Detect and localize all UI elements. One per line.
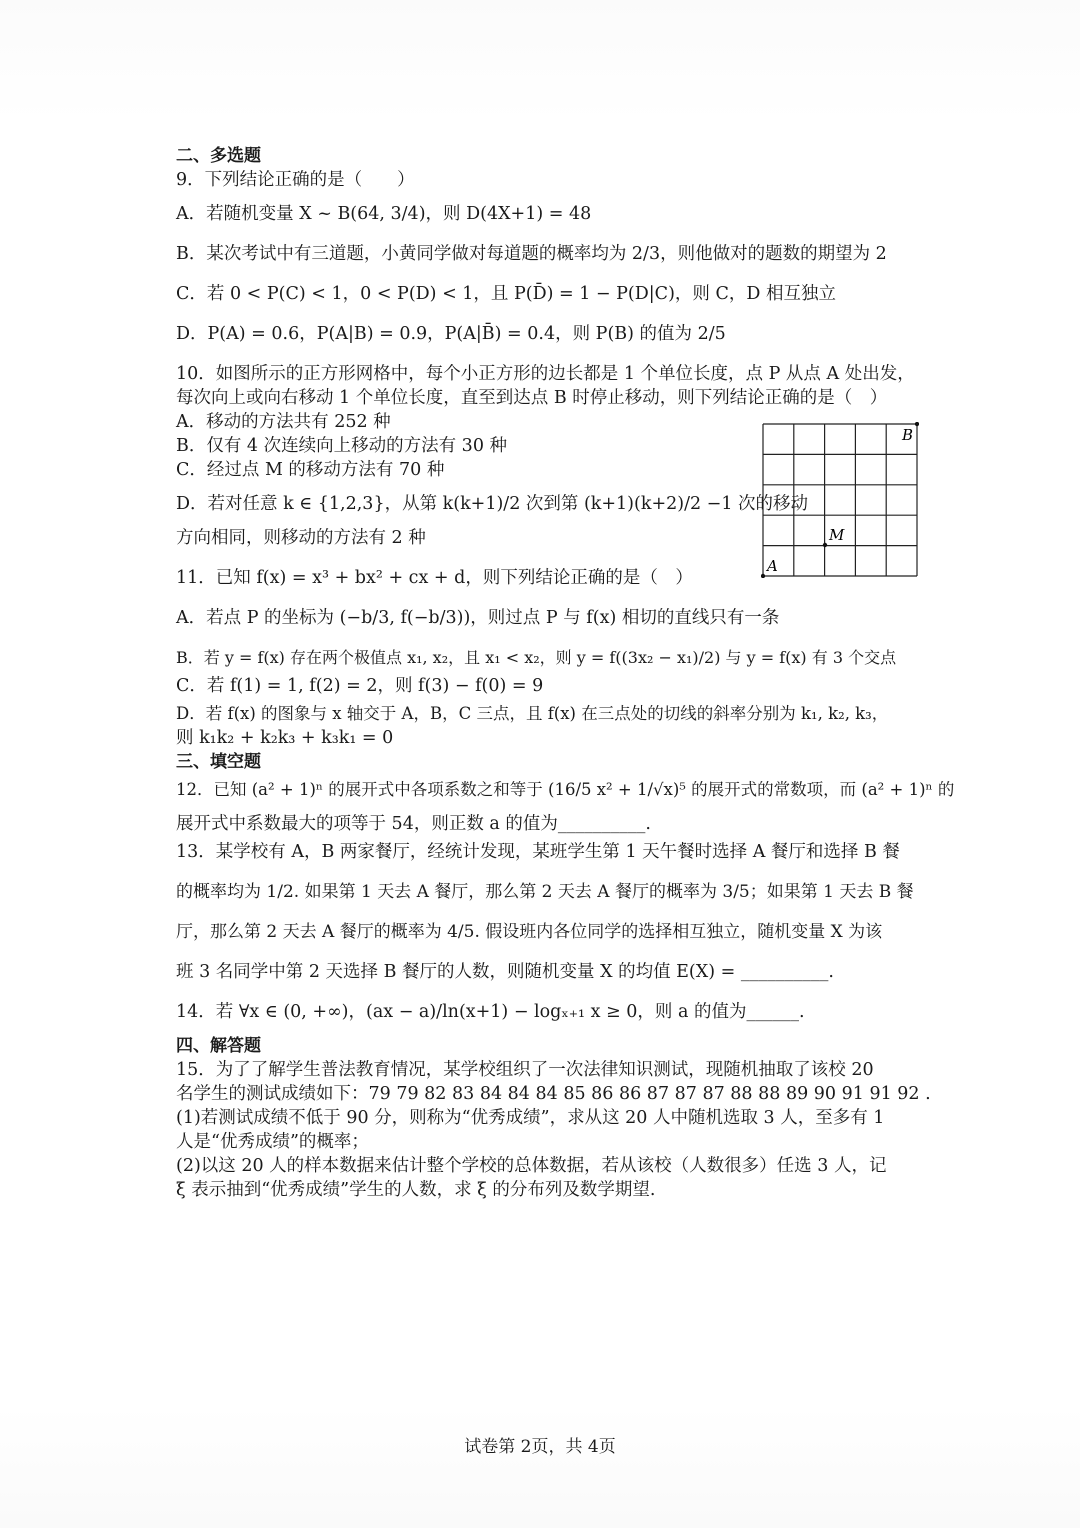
q11-option-d-line1: D．若 f(x) 的图象与 x 轴交于 A，B，C 三点，且 f(x) 在三点处的切线的斜率分别为 k₁, k₂, k₃，: [176, 704, 889, 723]
question-15: [176, 1058, 931, 1202]
section-heading-answer: 四、解答题: [176, 1036, 261, 1056]
q10-option-a: A．移动的方法共有 252 种: [176, 412, 391, 432]
q13-line2: 的概率均为 1/2. 如果第 1 天去 A 餐厅，那么第 2 天去 A 餐厅的概率为 3/5；如果第 1 天去 B 餐: [176, 882, 914, 902]
point-b-label: B: [902, 426, 914, 444]
q13-line4: 班 3 名同学中第 2 天选择 B 餐厅的人数，则随机变量 X 的均值 E(X) = __________.: [176, 962, 834, 982]
point-m-label: M: [829, 526, 845, 544]
q15-line3: (1)若测试成绩不低于 90 分，则称为“优秀成绩”，求从这 20 人中随机选取 3 人，至多有 1: [176, 1108, 885, 1128]
q10-grid-figure: [761, 422, 919, 578]
q9-option-a: A．若随机变量 X ~ B(64, 3/4)，则 D(4X+1) = 48: [176, 204, 592, 224]
question-9: [176, 168, 906, 346]
q15-line2: 名学生的测试成绩如下：79 79 82 83 84 84 84 85 86 86 87 87 87 88 88 89 90 91 91 92 .: [176, 1084, 931, 1104]
point-b-dot: [915, 422, 919, 426]
q9-option-c: C．若 0 < P(C) < 1，0 < P(D) < 1，且 P(D̄) = 1 − P(D|C)，则 C，D 相互独立: [176, 284, 836, 304]
point-a-label: A: [767, 557, 778, 575]
q13-line3: 厅，那么第 2 天去 A 餐厅的概率为 4/5. 假设班内各位同学的选择相互独立，随机变量 X 为该: [176, 922, 883, 942]
q9-option-d: D．P(A) = 0.6，P(A|B) = 0.9，P(A|B̄) = 0.4，则 P(B) 的值为 2/5: [176, 324, 726, 344]
q9-stem: 9．下列结论正确的是（ ）: [176, 170, 415, 190]
question-12: [176, 778, 955, 836]
page-footer: 试卷第 2页，共 4页: [464, 1437, 616, 1457]
q12-line2: 展开式中系数最大的项等于 54，则正数 a 的值为__________.: [176, 814, 651, 834]
q12-line1: 12．已知 (a² + 1)ⁿ 的展开式中各项系数之和等于 (16/5 x² + 1/√x)⁵ 的展开式的常数项，而 (a² + 1)ⁿ 的: [176, 780, 955, 799]
q10-option-d-line1: D．若对任意 k ∈ {1,2,3}，从第 k(k+1)/2 次到第 (k+1)(k+2)/2 −1 次的移动: [176, 494, 809, 514]
q10-stem-line2: 每次向上或向右移动 1 个单位长度，直至到达点 B 时停止移动，则下列结论正确的是（ ）: [176, 388, 888, 408]
q10-option-b: B．仅有 4 次连续向上移动的方法有 30 种: [176, 436, 508, 456]
question-13: [176, 840, 914, 984]
q11-stem: 11．已知 f(x) = x³ + bx² + cx + d，则下列结论正确的是（ ）: [176, 568, 693, 588]
q14-line1: 14．若 ∀x ∈ (0, +∞)，(ax − a)/ln(x+1) − logₓ₊₁ x ≥ 0，则 a 的值为______.: [176, 1002, 805, 1022]
q11-option-d-line2: 则 k₁k₂ + k₂k₃ + k₃k₁ = 0: [176, 728, 394, 748]
q15-line4: 人是“优秀成绩”的概率；: [176, 1132, 369, 1152]
section-heading-fill-blank: 三、填空题: [176, 752, 261, 772]
q11-option-a: A．若点 P 的坐标为 (−b/3, f(−b/3))，则过点 P 与 f(x) 相切的直线只有一条: [176, 608, 780, 628]
q13-line1: 13．某学校有 A，B 两家餐厅，经统计发现，某班学生第 1 天午餐时选择 A 餐厅和选择 B 餐: [176, 842, 900, 862]
q10-stem-line1: 10．如图所示的正方形网格中，每个小正方形的边长都是 1 个单位长度，点 P 从点 A 处出发，: [176, 364, 915, 384]
q15-line1: 15．为了了解学生普法教育情况，某学校组织了一次法律知识测试，现随机抽取了该校 20: [176, 1060, 874, 1080]
question-11: [176, 566, 906, 750]
question-14: [176, 1000, 906, 1024]
page-content: [176, 144, 955, 1202]
grid-lines: [763, 424, 917, 576]
q11-option-b: B．若 y = f(x) 存在两个极值点 x₁, x₂，且 x₁ < x₂，则 y = f((3x₂ − x₁)/2) 与 y = f(x) 有 3 个交点: [176, 648, 897, 667]
point-a-dot: [761, 574, 765, 578]
q15-line6: ξ 表示抽到“优秀成绩”学生的人数，求 ξ 的分布列及数学期望.: [176, 1180, 656, 1200]
grid-svg: [761, 422, 919, 578]
q10-option-c: C．经过点 M 的移动方法有 70 种: [176, 460, 445, 480]
point-m-dot: [823, 543, 827, 547]
q15-line5: (2)以这 20 人的样本数据来估计整个学校的总体数据，若从该校（人数很多）任选 3 人，记: [176, 1156, 887, 1176]
section-heading-multiple-choice: 二、多选题: [176, 146, 261, 166]
q10-option-d-line2: 方向相同，则移动的方法有 2 种: [176, 528, 426, 548]
q11-option-c: C．若 f(1) = 1, f(2) = 2，则 f(3) − f(0) = 9: [176, 676, 544, 696]
q9-option-b: B．某次考试中有三道题，小黄同学做对每道题的概率均为 2/3，则他做对的题数的期望为 2: [176, 244, 887, 264]
